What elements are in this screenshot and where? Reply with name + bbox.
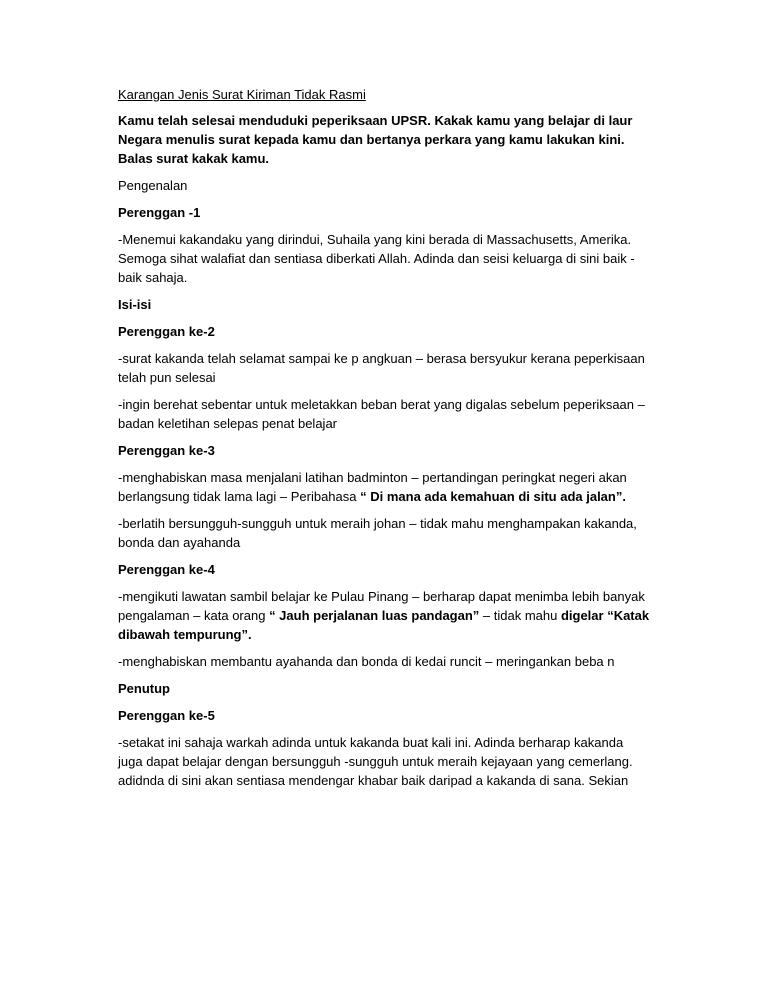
paragraph-heading-2: Perenggan ke-2 [118,324,215,339]
paragraph-heading-3: Perenggan ke-3 [118,443,215,458]
prompt-line: Kamu telah selesai menduduki peperiksaan UPSR. Kakak kamu yang belajar di laur [118,113,633,128]
text-line: -surat kakanda telah selamat sampai ke p angkuan – berasa bersyukur kerana peperkisaan [118,351,645,366]
paragraph-1 [118,230,658,287]
proverb-text-line: dibawah tempurung”. [118,627,252,642]
paragraph-heading-5: Perenggan ke-5 [118,708,215,723]
text-line: adidnda di sini akan sentiasa mendengar khabar baik daripad a kakanda di sana. Sekian [118,773,629,788]
text-line: badan keletihan selepas penat belajar [118,416,338,431]
text-line: -ingin berehat sebentar untuk meletakkan beban berat yang digalas sebelum peperiksaan – [118,397,645,412]
text-span: berlangsung tidak lama lagi – Peribahasa [118,489,361,504]
proverb-text: “ Jauh perjalanan luas pandagan” [269,608,480,623]
text-line: -menghabiskan masa menjalani latihan badminton – pertandingan peringkat negeri akan [118,470,627,485]
prompt-line: Balas surat kakak kamu. [118,151,270,166]
proverb-text: “ Di mana ada kemahuan di situ ada jalan”. [360,489,626,504]
text-line: -menghabiskan membantu ayahanda dan bonda di kedai runcit – meringankan beba n [118,654,615,669]
text-line: baik sahaja. [118,270,188,285]
text-line: Semoga sihat walafiat dan sentiasa diberkati Allah. Adinda dan seisi keluarga di sini baik - [118,251,635,266]
text-line-mixed [118,487,658,506]
paragraph-3a [118,468,658,506]
text-span: – tidak mahu [479,608,561,623]
prompt-line: Negara menulis surat kepada kamu dan bertanya perkara yang kamu lakukan kini. [118,132,625,147]
paragraph-heading-1: Perenggan -1 [118,205,201,220]
essay-prompt [118,111,658,168]
text-line-mixed [118,606,658,625]
text-line: -mengikuti lawatan sambil belajar ke Pulau Pinang – berharap dapat menimba lebih banyak [118,589,645,604]
section-heading-pengenalan: Pengenalan [118,178,188,193]
text-line: -setakat ini sahaja warkah adinda untuk kakanda buat kali ini. Adinda berharap kakanda [118,735,624,750]
text-line: -berlatih bersungguh-sungguh untuk meraih johan – tidak mahu menghampakan kakanda, [118,516,637,531]
paragraph-2b [118,395,658,433]
paragraph-4b [118,652,658,671]
proverb-text: digelar “Katak [560,608,650,623]
text-span: pengalaman – kata orang [118,608,270,623]
text-line: -Menemui kakandaku yang dirindui, Suhaila yang kini berada di Massachusetts, Amerika. [118,232,632,247]
section-heading-penutup: Penutup [118,681,170,696]
text-line: telah pun selesai [118,370,216,385]
section-heading-isi: Isi-isi [118,297,152,312]
paragraph-5 [118,733,658,790]
text-line: juga dapat belajar dengan bersungguh -sungguh untuk meraih kejayaan yang cemerlang. [118,754,633,769]
paragraph-4a [118,587,658,644]
document-title: Karangan Jenis Surat Kiriman Tidak Rasmi [118,87,366,102]
paragraph-heading-4: Perenggan ke-4 [118,562,215,577]
paragraph-2a [118,349,658,387]
document-body [118,85,658,798]
text-line: bonda dan ayahanda [118,535,241,550]
paragraph-3b [118,514,658,552]
